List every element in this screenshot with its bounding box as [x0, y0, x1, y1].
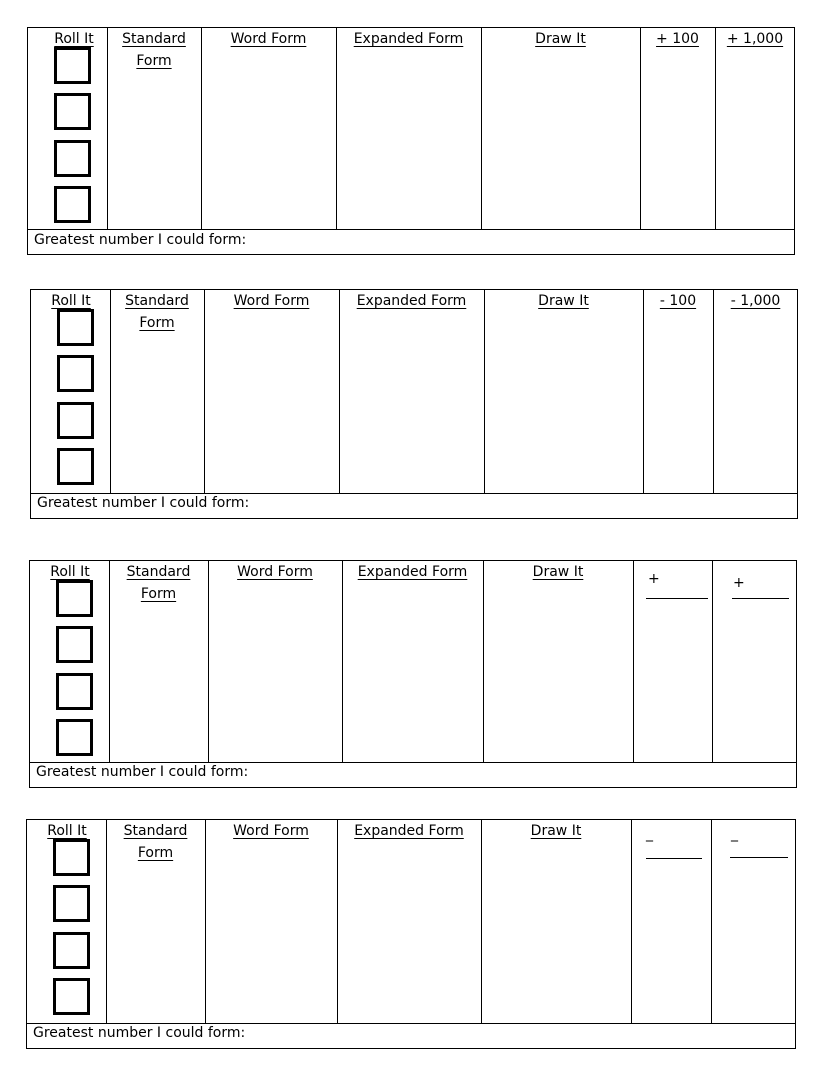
die-box[interactable]	[57, 448, 94, 485]
worksheet-1	[27, 27, 795, 255]
greatest-number-label: Greatest number I could form:	[36, 764, 249, 780]
header-minus-100: - 100	[659, 293, 697, 309]
header-word-form: Word Form	[230, 31, 307, 47]
plus-operator: +	[733, 575, 745, 591]
footer-divider	[31, 493, 797, 494]
header-word-form: Word Form	[237, 564, 313, 580]
header-standard-form: Standard Form	[126, 564, 191, 602]
header-standard-form: Standard Form	[125, 293, 189, 331]
answer-blank[interactable]	[730, 857, 788, 858]
header-roll-it: Roll It	[50, 564, 90, 580]
header-expanded-form: Expanded Form	[357, 564, 468, 580]
greatest-number-label: Greatest number I could form:	[37, 495, 250, 511]
answer-blank[interactable]	[646, 598, 708, 599]
header-draw-it: Draw It	[532, 564, 584, 580]
column-divider	[201, 28, 202, 229]
footer-divider	[30, 762, 796, 763]
column-divider	[640, 28, 641, 229]
header-plus-100: + 100	[656, 31, 699, 47]
die-box[interactable]	[57, 402, 94, 439]
column-divider	[336, 28, 337, 229]
die-box[interactable]	[53, 839, 90, 876]
header-roll-it: Roll It	[54, 31, 94, 47]
header-expanded-form: Expanded Form	[356, 293, 467, 309]
die-box[interactable]	[56, 626, 93, 663]
worksheet-3	[29, 560, 797, 788]
column-divider	[712, 561, 713, 762]
column-divider	[342, 561, 343, 762]
plus-operator: +	[648, 571, 660, 587]
die-box[interactable]	[54, 93, 91, 130]
die-box[interactable]	[56, 673, 93, 710]
header-expanded-form: Expanded Form	[354, 823, 464, 839]
die-box[interactable]	[53, 978, 90, 1015]
column-divider	[713, 290, 714, 493]
header-roll-it: Roll It	[47, 823, 87, 839]
column-divider	[208, 561, 209, 762]
die-box[interactable]	[53, 885, 90, 922]
header-word-form: Word Form	[233, 293, 310, 309]
column-divider	[631, 820, 632, 1023]
header-draw-it: Draw It	[535, 31, 586, 47]
header-minus-1000: - 1,000	[730, 293, 781, 309]
column-divider	[481, 820, 482, 1023]
header-plus-1000: + 1,000	[726, 31, 784, 47]
footer-divider	[27, 1023, 795, 1024]
header-standard-form: Standard Form	[122, 31, 186, 69]
column-divider	[481, 28, 482, 229]
column-divider	[339, 290, 340, 493]
footer-divider	[28, 229, 794, 230]
column-divider	[711, 820, 712, 1023]
die-box[interactable]	[56, 719, 93, 756]
greatest-number-label: Greatest number I could form:	[34, 232, 247, 248]
greatest-number-label: Greatest number I could form:	[33, 1025, 246, 1041]
header-draw-it: Draw It	[530, 823, 582, 839]
column-divider	[337, 820, 338, 1023]
column-divider	[633, 561, 634, 762]
die-box[interactable]	[56, 580, 93, 617]
answer-blank[interactable]	[646, 858, 702, 859]
column-divider	[204, 290, 205, 493]
header-word-form: Word Form	[233, 823, 309, 839]
column-divider	[715, 28, 716, 229]
header-draw-it: Draw It	[538, 293, 589, 309]
header-roll-it: Roll It	[51, 293, 91, 309]
die-box[interactable]	[54, 186, 91, 223]
worksheet-2	[30, 289, 798, 519]
die-box[interactable]	[57, 355, 94, 392]
worksheet-4	[26, 819, 796, 1049]
header-standard-form: Standard Form	[123, 823, 188, 861]
die-box[interactable]	[53, 932, 90, 969]
column-divider	[643, 290, 644, 493]
die-box[interactable]	[54, 140, 91, 177]
column-divider	[205, 820, 206, 1023]
minus-operator: _	[646, 826, 653, 842]
die-box[interactable]	[54, 47, 91, 84]
column-divider	[484, 290, 485, 493]
header-expanded-form: Expanded Form	[353, 31, 464, 47]
answer-blank[interactable]	[732, 598, 789, 599]
die-box[interactable]	[57, 309, 94, 346]
column-divider	[483, 561, 484, 762]
minus-operator: _	[731, 826, 738, 842]
